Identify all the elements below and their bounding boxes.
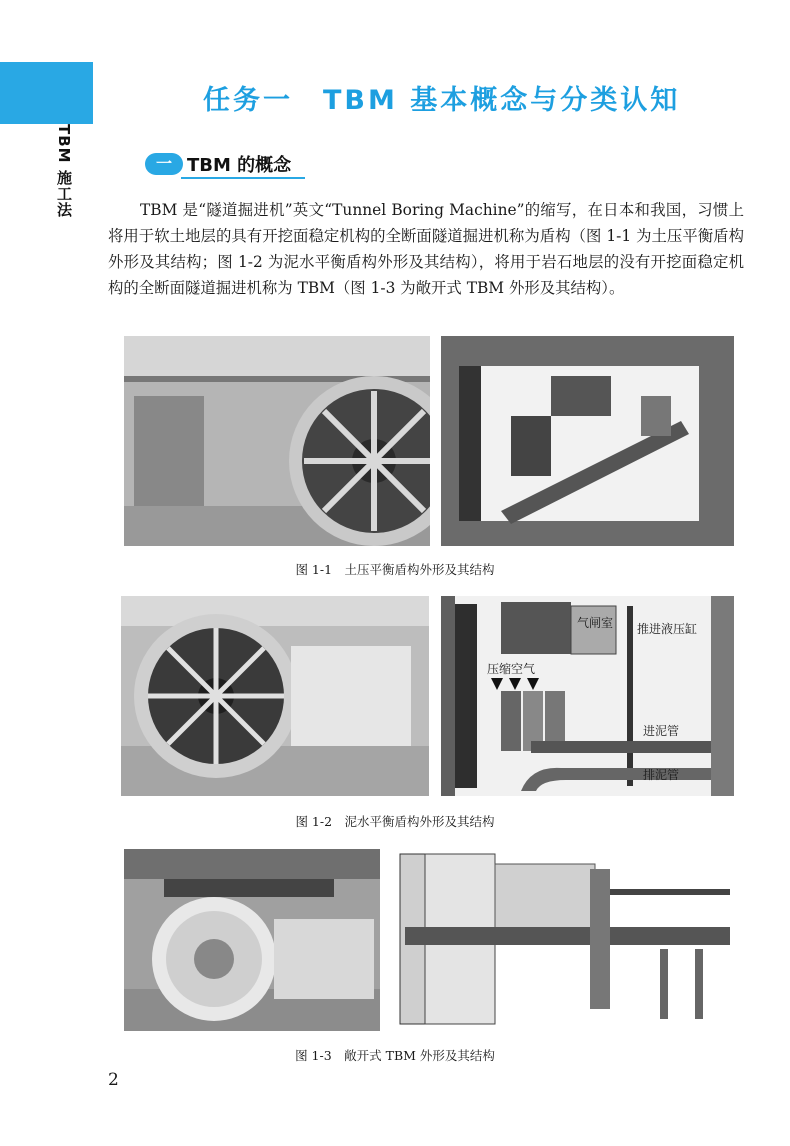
figure-1-1-diagram <box>441 336 734 546</box>
figure-1-2-diagram <box>441 596 734 796</box>
figure-1-2-photo <box>121 596 429 796</box>
diagram-label-outlet-pipe: 排泥管 <box>643 768 680 782</box>
figure-1-2-caption: 图 1-2 泥水平衡盾构外形及其结构 <box>295 814 495 829</box>
section-heading <box>145 150 745 180</box>
page-number: 2 <box>108 1070 119 1090</box>
figure-1-1-photo <box>124 336 430 546</box>
figure-1-1-caption: 图 1-1 土压平衡盾构外形及其结构 <box>295 562 495 577</box>
figure-1-3-caption: 图 1-3 敞开式 TBM 外形及其结构 <box>295 1048 495 1063</box>
diagram-label-thrust-cylinder: 推进液压缸 <box>637 622 698 636</box>
body-paragraph: TBM 是“隧道掘进机”英文“Tunnel Boring Machine”的缩写，在日本和我国，习惯上将用于软土地层的具有开挖面稳定机构的全断面隧道掘进机称为盾构（图 1-1 为土压平衡盾构外形及其结构；图 1-2 为泥水平衡盾构外形及其结构），将用于岩石地层的没有开挖面稳定机构的全断面隧道掘进机称为 TBM（图 1-3 为敞开式 TBM 外形及其结构）。 <box>108 201 744 297</box>
diagram-label-air-chamber: 气闸室 <box>577 616 614 630</box>
diagram-label-inlet-pipe: 进泥管 <box>643 724 680 738</box>
running-head-label: TBM 施工法 <box>55 124 73 218</box>
chapter-title: 任务一 TBM 基本概念与分类认知 <box>203 85 681 116</box>
figure-1-3-photo <box>124 849 380 1031</box>
diagram-label-compressed-air: 压缩空气 <box>487 662 536 676</box>
chapter-side-tab <box>0 62 93 124</box>
section-underline <box>181 177 305 179</box>
section-number-badge: 一 <box>145 153 183 175</box>
figure-1-3-diagram <box>395 849 735 1031</box>
section-title: TBM 的概念 <box>187 155 292 176</box>
